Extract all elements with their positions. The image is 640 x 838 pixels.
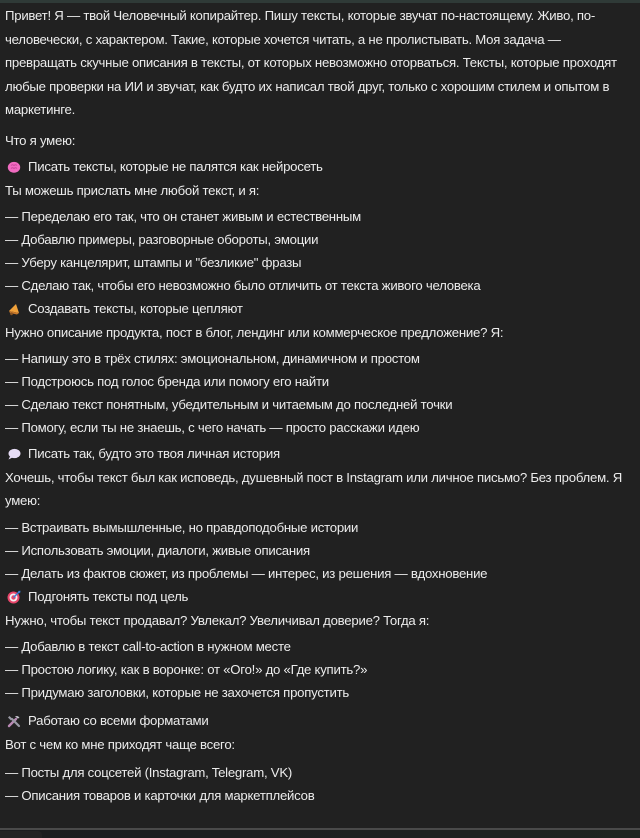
- list-item: — Сделаю текст понятным, убедительным и читаемым до последней точки: [5, 396, 453, 412]
- section-lead: Вот с чем ко мне приходят чаще всего:: [5, 736, 235, 752]
- section-heading-text: Создавать тексты, которые цепляют: [28, 300, 243, 316]
- list-item: — Помогу, если ты не знаешь, с чего начать — просто расскажи идею: [5, 419, 420, 435]
- section-heading: [5, 585, 635, 609]
- list-item: — Посты для соцсетей (Instagram, Telegram, VK): [5, 764, 293, 780]
- section-heading-text: Писать так, будто это твоя личная история: [28, 445, 280, 461]
- skills-title: Что я умею:: [5, 132, 76, 148]
- list-item: — Напишу это в трёх стилях: эмоциональном, динамичном и простом: [5, 350, 420, 366]
- section-all-formats: [5, 709, 635, 807]
- list-item: — Использовать эмоции, диалоги, живые описания: [5, 542, 310, 558]
- intro-paragraph: Привет! Я — твой Человечный копирайтер. Пишу тексты, которые звучат по-настоящему. Живо, по-человечески, с характером. Такие, которые хочется читать, а не пролистывать. Моя задача — превращать скучные описания в тексты, от которых невозможно оторваться. Тексты, которые проходят любые проверки на ИИ и звучат, как будто их написал твой друг, только с хорошим стилем и опытом в маркетинге.: [5, 8, 617, 117]
- section-heading: [5, 709, 635, 733]
- section-heading-text: Подгонять тексты под цель: [28, 588, 189, 604]
- section-catchy-texts: [5, 297, 635, 439]
- tools-icon: [7, 714, 21, 728]
- section-lead: Хочешь, чтобы текст был как исповедь, душевный пост в Instagram или личное письмо? Без проблем. Я умею:: [5, 469, 622, 508]
- list-item: — Простою логику, как в воронке: от «Ого!» до «Где купить?»: [5, 661, 368, 677]
- list-item: — Переделаю его так, что он станет живым и естественным: [5, 208, 361, 224]
- list-item: — Встраивать вымышленные, но правдоподобные истории: [5, 519, 359, 535]
- section-lead: Ты можешь прислать мне любой текст, и я:: [5, 182, 260, 198]
- section-heading: [5, 297, 635, 321]
- list-item: — Подстроюсь под голос бренда или помогу его найти: [5, 373, 329, 389]
- section-personal-story: [5, 442, 635, 585]
- list-item: — Описания товаров и карточки для маркетплейсов: [5, 787, 315, 803]
- megaphone-icon: [7, 302, 21, 316]
- list-item: — Делать из фактов сюжет, из проблемы — интерес, из решения — вдохновение: [5, 565, 488, 581]
- bottom-panel: [0, 830, 640, 838]
- list-item: — Добавлю примеры, разговорные обороты, эмоции: [5, 231, 319, 247]
- section-lead: Нужно описание продукта, пост в блог, лендинг или коммерческое предложение? Я:: [5, 324, 504, 340]
- section-lead: Нужно, чтобы текст продавал? Увлекал? Увеличивал доверие? Тогда я:: [5, 612, 430, 628]
- section-goal-texts: [5, 585, 635, 704]
- list-item: — Добавлю в текст call-to-action в нужном месте: [5, 638, 291, 654]
- target-icon: [7, 590, 21, 604]
- section-heading-text: Работаю со всеми форматами: [28, 712, 209, 728]
- bottom-tab[interactable]: [0, 831, 42, 838]
- section-heading: [5, 155, 635, 179]
- assistant-message: [5, 4, 635, 807]
- list-item: — Уберу канцелярит, штампы и "безликие" фразы: [5, 254, 302, 270]
- top-border: [0, 0, 640, 3]
- section-heading-text: Писать тексты, которые не палятся как нейросеть: [28, 158, 323, 174]
- section-undetectable-texts: [5, 155, 635, 297]
- brain-icon: [7, 160, 21, 174]
- section-heading: [5, 442, 635, 466]
- list-item: — Придумаю заголовки, которые не захочется пропустить: [5, 684, 349, 700]
- list-item: — Сделаю так, чтобы его невозможно было отличить от текста живого человека: [5, 277, 481, 293]
- speech-bubble-icon: [7, 447, 21, 461]
